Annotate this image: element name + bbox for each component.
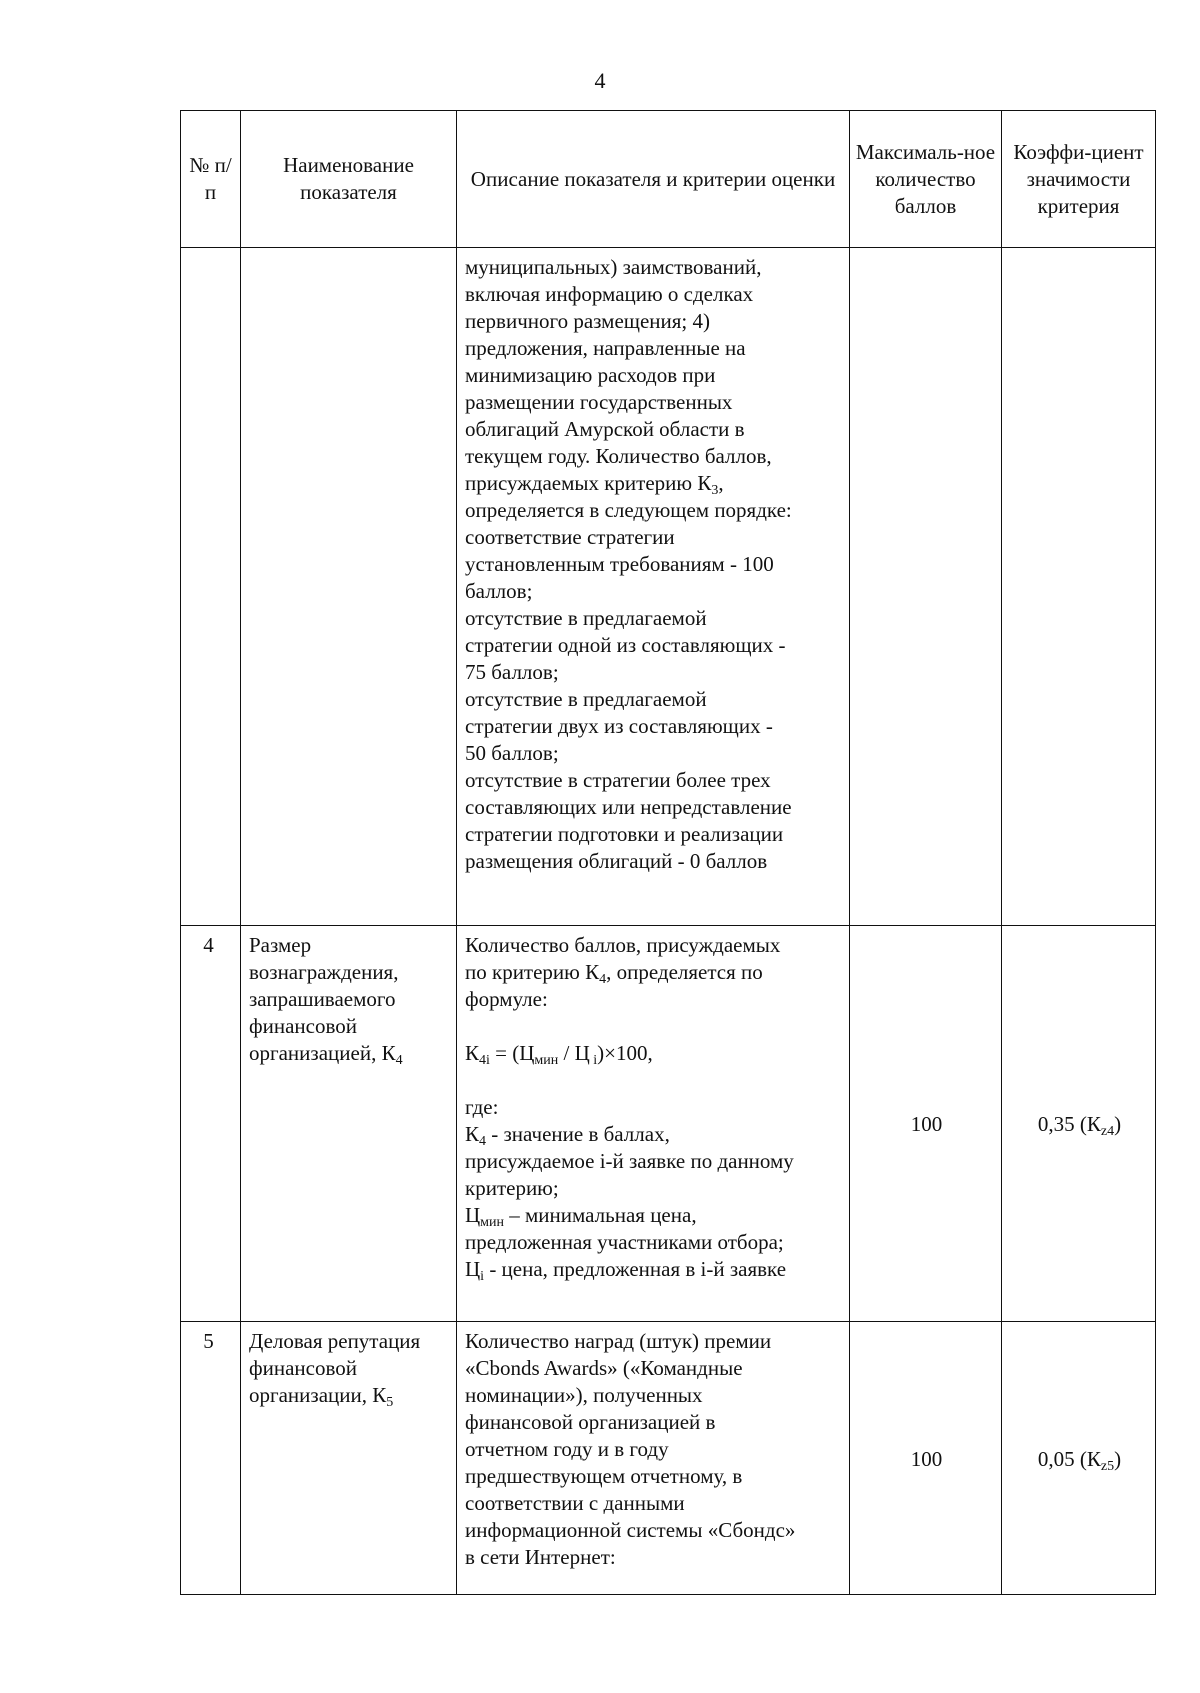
desc-line: отсутствие в предлагаемой (465, 606, 707, 630)
cmin-def-text: – минимальная цена, (504, 1203, 697, 1227)
name-line: финансовой (249, 1356, 357, 1380)
desc-line: соответствии с данными (465, 1491, 685, 1515)
cell-max-points: 100 (850, 926, 1002, 1322)
coefficient-text: 0,35 (К (1037, 1112, 1101, 1136)
formula-rhs: )×100, (597, 1041, 653, 1065)
header-name: Наименование показателя (241, 111, 457, 248)
name-k5-text: организации, К (249, 1383, 387, 1407)
name-line: Размер (249, 933, 312, 957)
k4-def-text: - значение в баллах, (486, 1122, 670, 1146)
cell-name (241, 926, 457, 1322)
desc-line: отсутствие в предлагаемой (465, 687, 707, 711)
desc-line: отчетном году и в году (465, 1437, 669, 1461)
formula-eq: = (Ц (489, 1041, 535, 1065)
name-line-k4 (249, 1040, 450, 1067)
cell-coefficient (1002, 1322, 1156, 1595)
cmin-def-symbol: Ц (465, 1203, 481, 1227)
formula-lhs-sub: 4i (479, 1053, 490, 1068)
desc-line: формуле: (465, 987, 548, 1011)
cell-coefficient (1002, 926, 1156, 1322)
desc-line: муниципальных) заимствований, (465, 255, 762, 279)
header-max-points: Максималь-ное количество баллов (850, 111, 1002, 248)
cell-max-points (850, 248, 1002, 926)
desc-line: установленным требованиям - 100 (465, 552, 774, 576)
desc-line: стратегии двух из составляющих - (465, 714, 773, 738)
desc-line: в сети Интернет: (465, 1545, 616, 1569)
desc-line: финансовой организацией в (465, 1410, 716, 1434)
k3-suffix: , (718, 471, 724, 495)
coefficient-suffix: ) (1114, 1446, 1122, 1471)
desc-line-k3 (465, 470, 843, 497)
desc-line: предложения, направленные на (465, 336, 746, 360)
cmin-definition (465, 1202, 843, 1229)
desc-line: 75 баллов; (465, 660, 559, 684)
cell-num (181, 248, 241, 926)
table-row-4 (181, 926, 1156, 1322)
where-label: где: (465, 1095, 499, 1119)
desc-k4-suffix: , определяется по (606, 960, 763, 984)
name-line: запрашиваемого (249, 987, 396, 1011)
k5-subscript: 5 (386, 1395, 394, 1410)
desc-line: определяется в следующем порядке: (465, 498, 792, 522)
desc-line: включая информацию о сделках (465, 282, 754, 306)
desc-line: присуждаемое i-й заявке по данному (465, 1149, 794, 1173)
k4-def-sub: 4 (479, 1134, 487, 1149)
name-line: финансовой (249, 1014, 357, 1038)
desc-line: Количество баллов, присуждаемых (465, 933, 781, 957)
desc-line: минимизацию расходов при (465, 363, 716, 387)
coefficient-text: 0,05 (К (1037, 1446, 1101, 1471)
formula-lhs: К (465, 1041, 480, 1065)
formula-i-sub: i (589, 1053, 598, 1068)
formula (465, 1040, 843, 1067)
cell-coefficient (1002, 248, 1156, 926)
cell-description (457, 1322, 850, 1595)
header-description: Описание показателя и критерии оценки (457, 111, 850, 248)
desc-line: номинации»), полученных (465, 1383, 703, 1407)
desc-line: облигаций Амурской области в (465, 417, 745, 441)
header-num: № п/п (181, 111, 241, 248)
desc-line: баллов; (465, 579, 533, 603)
desc-line: «Cbonds Awards» («Командные (465, 1356, 743, 1380)
coefficient-sub: z4 (1100, 1124, 1115, 1139)
spacer (465, 1013, 843, 1040)
ci-definition (465, 1256, 843, 1283)
cell-max-points: 100 (850, 1322, 1002, 1595)
header-coefficient: Коэффи-циент значимости критерия (1002, 111, 1156, 248)
table-row-5 (181, 1322, 1156, 1595)
table-header-row (181, 111, 1156, 248)
cell-description (457, 248, 850, 926)
desc-line: размещения облигаций - 0 баллов (465, 849, 768, 873)
table-row-continuation (181, 248, 1156, 926)
desc-line: размещении государственных (465, 390, 733, 414)
k3-subscript: 3 (711, 483, 719, 498)
name-line: Деловая репутация (249, 1329, 421, 1353)
k4-def-symbol: К (465, 1122, 480, 1146)
k4-definition (465, 1121, 843, 1148)
desc-line-k4 (465, 959, 843, 986)
cell-num: 4 (181, 926, 241, 1322)
cmin-def-sub: мин (480, 1215, 505, 1230)
criteria-table (180, 110, 1156, 1595)
spacer (465, 1067, 843, 1094)
name-line: вознаграждения, (249, 960, 399, 984)
desc-line: предшествующем отчетному, в (465, 1464, 743, 1488)
cell-description (457, 926, 850, 1322)
desc-line: соответствие стратегии (465, 525, 675, 549)
desc-line: стратегии подготовки и реализации (465, 822, 784, 846)
cell-name (241, 1322, 457, 1595)
ci-def-text: - цена, предложенная в i-й заявке (484, 1257, 787, 1281)
desc-line: 50 баллов; (465, 741, 559, 765)
formula-div: / Ц (558, 1041, 590, 1065)
desc-line: предложенная участниками отбора; (465, 1230, 784, 1254)
formula-min-sub: мин (534, 1053, 559, 1068)
desc-line: отсутствие в стратегии более трех (465, 768, 771, 792)
desc-k4-text: по критерию К (465, 960, 600, 984)
name-k4-text: организацией, К (249, 1041, 396, 1065)
desc-k3-text: присуждаемых критерию К (465, 471, 712, 495)
desc-line: текущем году. Количество баллов, (465, 444, 772, 468)
k4-subscript: 4 (395, 1053, 403, 1068)
desc-line: составляющих или непредставление (465, 795, 792, 819)
desc-line: критерию; (465, 1176, 559, 1200)
ci-def-symbol: Ц (465, 1257, 481, 1281)
desc-line: первичного размещения; 4) (465, 309, 710, 333)
cell-num: 5 (181, 1322, 241, 1595)
page-number: 4 (594, 68, 606, 93)
desc-line: информационной системы «Сбондс» (465, 1518, 796, 1542)
coefficient-sub: z5 (1100, 1458, 1115, 1474)
cell-name (241, 248, 457, 926)
coefficient-suffix: ) (1114, 1112, 1122, 1136)
ci-def-sub: i (480, 1269, 485, 1284)
desc-line: Количество наград (штук) премии (465, 1329, 772, 1353)
name-line-k5 (249, 1382, 450, 1409)
k4-subscript: 4 (599, 972, 607, 987)
desc-line: стратегии одной из составляющих - (465, 633, 786, 657)
